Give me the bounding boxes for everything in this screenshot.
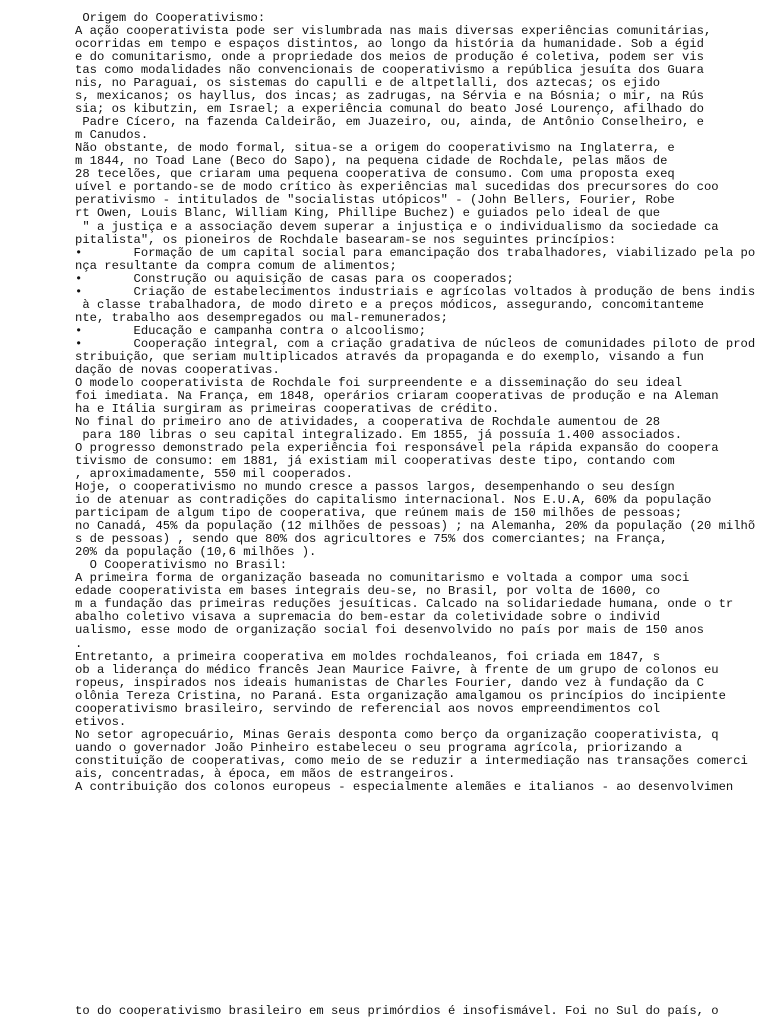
text-line: Hoje, o cooperativismo no mundo cresce a passos largos, desempenhando o seu desígn [75, 480, 675, 495]
text-line: A ação cooperativista pode ser vislumbrada nas mais diversas experiências comunitárias, [75, 24, 712, 39]
text-line: uível e portando-se de modo crítico às experiências mal sucedidas dos precursores do coo [75, 180, 719, 195]
text-line: s, mexicanos; os hayllus, dos incas; as zadrugas, na Sérvia e na Bósnia; o mir, na Rús [75, 89, 704, 104]
text-line: edade cooperativista em bases integrais deu-se, no Brasil, por volta de 1600, co [75, 584, 661, 599]
text-line: nis, no Paraguai, os sistemas do capulli e de altpetlalli, dos aztecas; os ejido [75, 76, 661, 91]
text-line: dação de novas cooperativas. [75, 362, 280, 377]
text-line: Não obstante, de modo formal, situa-se a origem do cooperativismo na Inglaterra, e [75, 141, 675, 156]
text-line: para 180 libras o seu capital integralizado. Em 1855, já possuía 1.400 associados. [75, 428, 683, 442]
text-line: tivismo de consumo: em 1881, já existiam mil cooperativas deste tipo, contando com [75, 454, 675, 469]
text-line: cooperativismo brasileiro, servindo de referencial aos novos empreendimentos col [75, 701, 661, 716]
text-line: • Formação de um capital social para emancipação dos trabalhadores, viabilizado pela po [75, 245, 756, 260]
text-line: uando o governador João Pinheiro estabeleceu o seu programa agrícola, priorizando a [75, 740, 683, 755]
text-line: constituição de cooperativas, como meio de se reduzir a intermediação nas transações comerci [75, 753, 748, 768]
text-line: ropeus, inspirados nos ideais humanistas de Charles Fourier, dando vez à fundação da C [75, 675, 704, 690]
text-line: ha e Itália surgiram as primeiras cooperativas de crédito. [75, 401, 500, 416]
text-line: pitalista", os pioneiros de Rochdale basearam-se nos seguintes princípios: [75, 232, 617, 247]
text-line: • Criação de estabelecimentos industriais e agrícolas voltados à produção de bens indis [75, 284, 756, 299]
text-line: O progresso demonstrado pela experiência foi responsável pela rápida expansão do coopera [75, 441, 719, 456]
document-body [75, 12, 768, 794]
text-line: Origem do Cooperativismo: [75, 11, 266, 25]
text-line: participam de algum tipo de cooperativa, que reúnem mais de 150 milhões de pessoas; [75, 506, 683, 521]
text-line: s de pessoas) , sendo que 80% dos agricultores e 75% dos comerciantes; na França, [75, 532, 668, 547]
text-line: Padre Cícero, na fazenda Caldeirão, em Juazeiro, ou, ainda, de Antônio Conselheiro, e [75, 115, 704, 130]
text-line: m Canudos. [75, 128, 149, 143]
text-line: perativismo - intitulados de "socialistas utópicos" - (John Bellers, Fourier, Robe [75, 193, 675, 208]
text-line: à classe trabalhadora, de modo direto e a preços módicos, assegurando, concomitanteme [75, 297, 704, 312]
text-line: O modelo cooperativista de Rochdale foi surpreendente e a disseminação do seu ideal [75, 375, 683, 390]
text-line: m 1844, no Toad Lane (Beco do Sapo), na pequena cidade de Rochdale, pelas mãos de [75, 154, 668, 169]
text-line: , aproximadamente, 550 mil cooperados. [75, 467, 353, 482]
text-line: sia; os kibutzin, em Israel; a experiência comunal do beato José Lourenço, afilhado do [75, 102, 704, 117]
text-line: stribuição, que seriam multiplicados através da propaganda e do exemplo, visando a fun [75, 349, 704, 364]
text-line: " a justiça e a associação devem superar a injustiça e o individualismo da sociedade ca [75, 219, 719, 234]
text-line: Entretanto, a primeira cooperativa em moldes rochdaleanos, foi criada em 1847, s [75, 649, 661, 664]
text-line: A contribuição dos colonos europeus - especialmente alemães e italianos - ao desenvolvimen [75, 779, 734, 794]
text-line: olônia Tereza Cristina, no Paraná. Esta organização amalgamou os princípios do incipiente [75, 688, 726, 703]
text-line: ualismo, esse modo de organização social foi desenvolvido no país por mais de 150 anos [75, 623, 704, 638]
text-line: tas como modalidades não convencionais de cooperativismo a república jesuíta dos Guara [75, 63, 704, 78]
text-line: No final do primeiro ano de atividades, a cooperativa de Rochdale aumentou de 28 [75, 414, 661, 429]
text-line: m a fundação das primeiras reduções jesuíticas. Calcado na solidariedade humana, onde o tr [75, 597, 734, 612]
text-line: • Construção ou aquisição de casas para os cooperados; [75, 271, 514, 286]
text-line: io de atenuar as contradições do capitalismo internacional. Nos E.U.A, 60% da população [75, 493, 712, 508]
text-line: foi imediata. Na França, em 1848, operários criaram cooperativas de produção e na Aleman [75, 388, 719, 403]
text-line: e do comunitarismo, onde a propriedade dos meios de produção é coletiva, podem ser vis [75, 50, 704, 65]
continuation-line: to do cooperativismo brasileiro em seus primórdios é insofismável. Foi no Sul do país, o [75, 1004, 719, 1018]
text-line: ais, concentradas, à época, em mãos de estrangeiros. [75, 766, 456, 781]
text-line: abalho coletivo visava a supremacia do bem-estar da coletividade sobre o individ [75, 610, 661, 625]
text-line: 20% da população (10,6 milhões ). [75, 545, 317, 560]
text-line: • Cooperação integral, com a criação gradativa de núcleos de comunidades piloto de prod [75, 336, 756, 351]
text-line: ob a liderança do médico francês Jean Maurice Faivre, à frente de um grupo de colonos eu [75, 662, 719, 677]
text-line: No setor agropecuário, Minas Gerais desponta como berço da organização cooperativista, q [75, 727, 719, 742]
text-line: • Educação e campanha contra o alcoolismo; [75, 323, 427, 338]
text-line: O Cooperativismo no Brasil: [75, 558, 288, 573]
text-line: nça resultante da compra comum de alimentos; [75, 258, 397, 273]
text-line: etivos. [75, 714, 127, 729]
text-line: 28 tecelões, que criaram uma pequena cooperativa de consumo. Com uma proposta exeq [75, 167, 675, 182]
text-line: nte, trabalho aos desempregados ou mal-remunerados; [75, 310, 448, 325]
text-line: ocorridas em tempo e espaços distintos, ao longo da história da humanidade. Sob a égid [75, 37, 704, 52]
text-line: rt Owen, Louis Blanc, William King, Phillipe Buchez) e guiados pelo ideal de que [75, 206, 661, 221]
text-line: no Canadá, 45% da população (12 milhões de pessoas) ; na Alemanha, 20% da população (20 milhõ [75, 519, 756, 534]
text-line: . [75, 636, 83, 651]
text-line: A primeira forma de organização baseada no comunitarismo e voltada a compor uma soci [75, 571, 690, 586]
